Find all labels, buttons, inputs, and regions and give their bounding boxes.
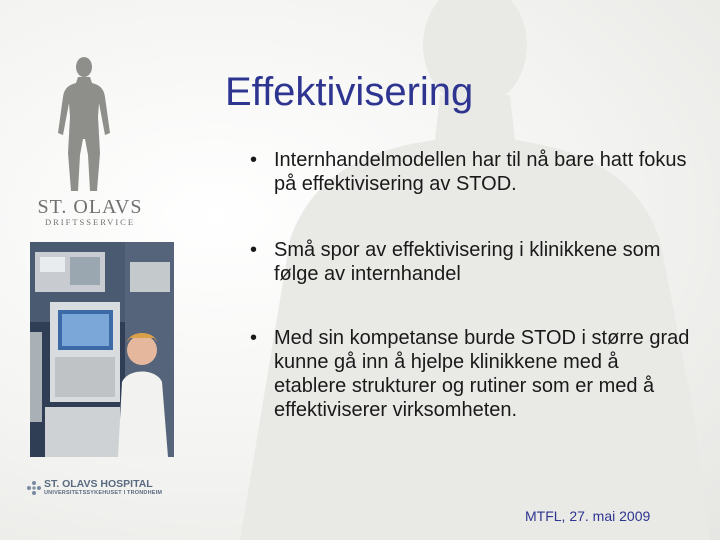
bullet-glyph: • bbox=[250, 327, 258, 349]
bullet-item bbox=[250, 326, 690, 422]
bullet-text: Med sin kompetanse burde STOD i større grad kunne gå inn å hjelpe klinikkene med å etablere strukturer og rutiner som er med å effektiviserer virksomheten. bbox=[274, 327, 690, 421]
logo-subtitle: DRIFTSSERVICE bbox=[44, 217, 136, 227]
bullet-text: Små spor av effektivisering i klinikkene som følge av internhandel bbox=[274, 239, 661, 285]
bullet-item bbox=[250, 238, 690, 286]
slide-title: Effektivisering bbox=[225, 70, 474, 114]
logo-name: ST. OLAVS bbox=[37, 196, 143, 218]
bullet-glyph: • bbox=[250, 149, 258, 171]
footer-date: MTFL, 27. mai 2009 bbox=[525, 508, 651, 524]
bullet-item bbox=[250, 148, 690, 196]
hospital-logo bbox=[26, 478, 176, 500]
human-figure-logo-icon bbox=[52, 55, 116, 195]
hospital-name: ST. OLAVS HOSPITAL bbox=[44, 478, 153, 490]
bullet-list bbox=[250, 148, 690, 422]
hospital-cross-icon bbox=[26, 480, 42, 496]
bullet-glyph: • bbox=[250, 239, 258, 261]
hospital-photo bbox=[30, 242, 174, 457]
bullet-text: Internhandelmodellen har til nå bare hatt fokus på effektivisering av STOD. bbox=[274, 149, 687, 195]
hospital-subtitle: UNIVERSITETSSYKEHUSET I TRONDHEIM bbox=[44, 490, 163, 496]
